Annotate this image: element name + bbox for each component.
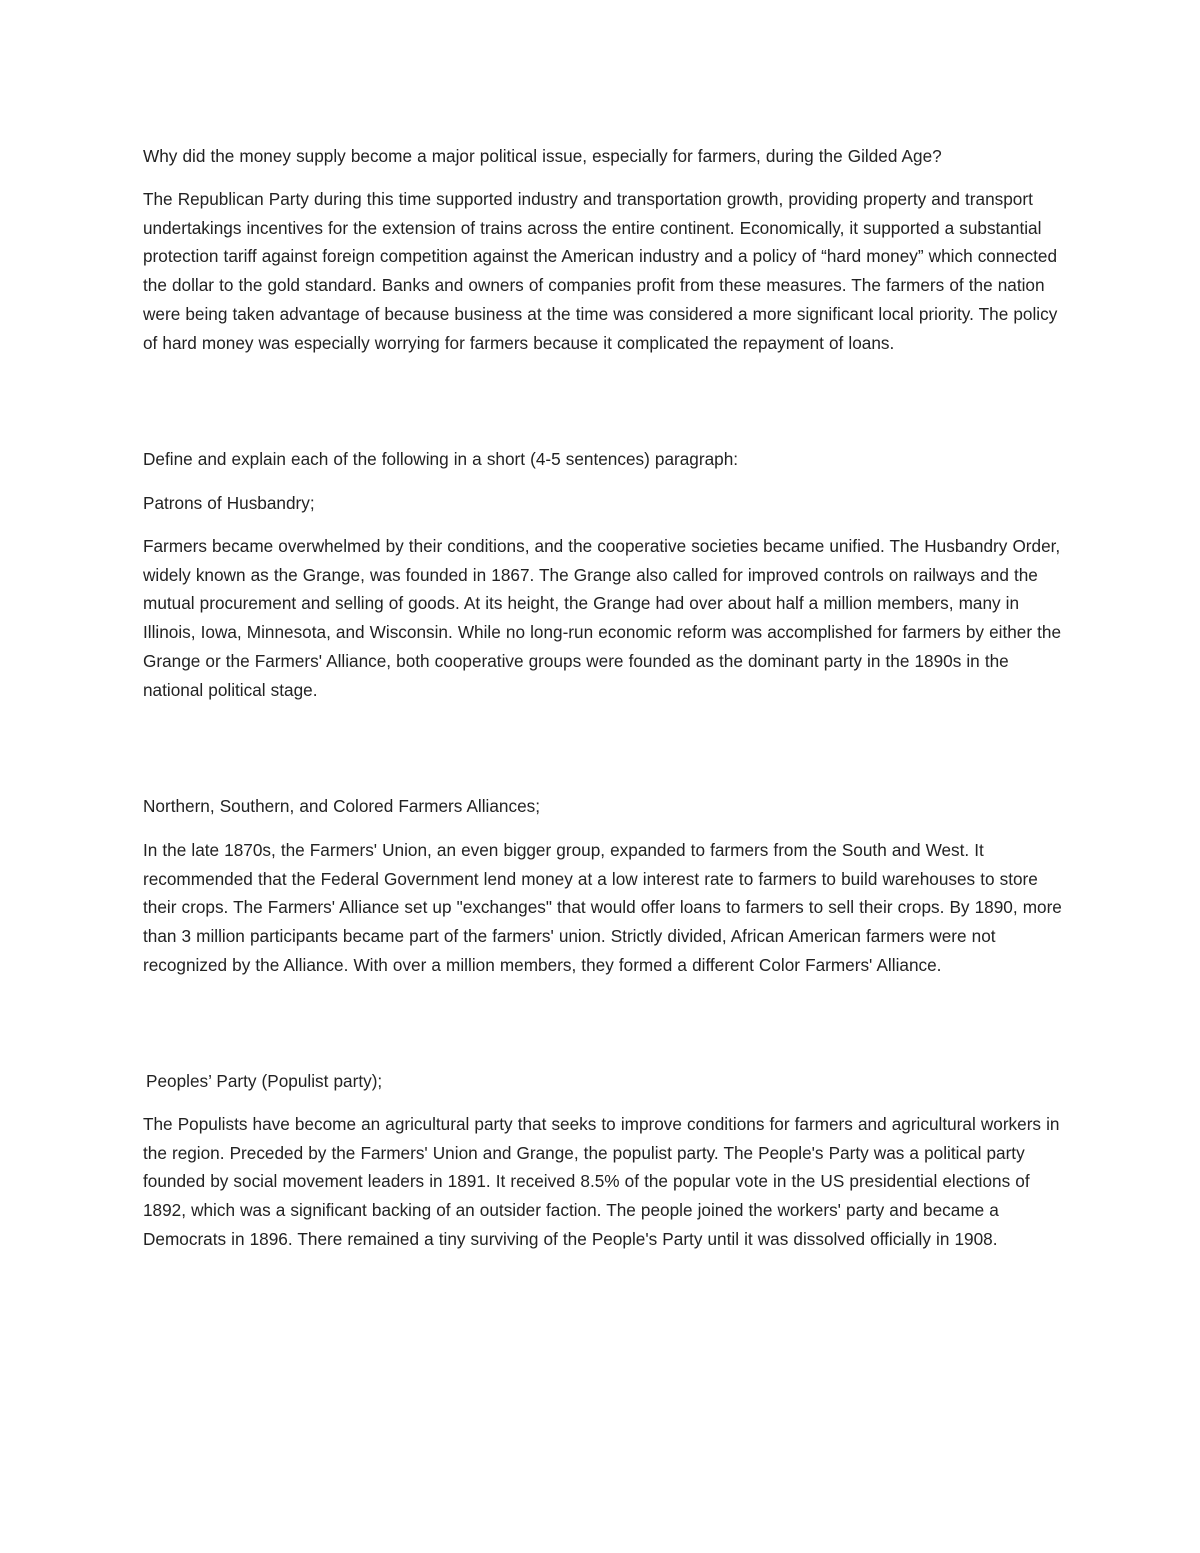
heading-patrons-of-husbandry: Patrons of Husbandry;	[143, 493, 315, 513]
heading-farmers-alliances: Northern, Southern, and Colored Farmers Alliances;	[143, 796, 541, 816]
paragraph-farmers-alliances: In the late 1870s, the Farmers' Union, an even bigger group, expanded to farmers from the South and West. It recommended that the Federal Government lend money at a low interest rate to farmers to build warehouses to store their crops. The Farmers' Alliance set up "exchanges" that would offer loans to farmers to sell their crops. By 1890, more than 3 million participants became part of the farmers' union. Strictly divided, African American farmers were not recognized by the Alliance. With over a million members, they formed a different Color Farmers' Alliance.	[143, 840, 1062, 975]
paragraph-peoples-party: The Populists have become an agricultural party that seeks to improve conditions for farmers and agricultural workers in the region. Preceded by the Farmers' Union and Grange, the populist party. The People's Party was a political party founded by social movement leaders in 1891. It received 8.5% of the popular vote in the US presidential elections of 1892, which was a significant backing of an outsider faction. The people joined the workers' party and became a Democrats in 1896. There remained a tiny surviving of the People's Party until it was dissolved officially in 1908.	[143, 1114, 1060, 1249]
question-money-supply: Why did the money supply become a major political issue, especially for farmers, during the Gilded Age?	[143, 146, 942, 166]
paragraph-patrons-of-husbandry: Farmers became overwhelmed by their conditions, and the cooperative societies became unified. The Husbandry Order, widely known as the Grange, was founded in 1867. The Grange also called for improved controls on railways and the mutual procurement and selling of goods. At its height, the Grange had over about half a million members, many in Illinois, Iowa, Minnesota, and Wisconsin. While no long-run economic reform was accomplished for farmers by either the Grange or the Farmers' Alliance, both cooperative groups were founded as the dominant party in the 1890s in the national political stage.	[143, 536, 1062, 700]
answer-money-supply: The Republican Party during this time supported industry and transportation growth, providing property and transport undertakings incentives for the extension of trains across the entire continent. Economically, it supported a substantial protection tariff against foreign competition against the American industry and a policy of “hard money” which connected the dollar to the gold standard. Banks and owners of companies profit from these measures. The farmers of the nation were being taken advantage of because business at the time was considered a more significant local priority. The policy of hard money was especially worrying for farmers because it complicated the repayment of loans.	[143, 189, 1058, 353]
heading-peoples-party: Peoples’ Party (Populist party);	[146, 1071, 383, 1091]
question-define-explain: Define and explain each of the following in a short (4-5 sentences) paragraph:	[143, 449, 739, 469]
